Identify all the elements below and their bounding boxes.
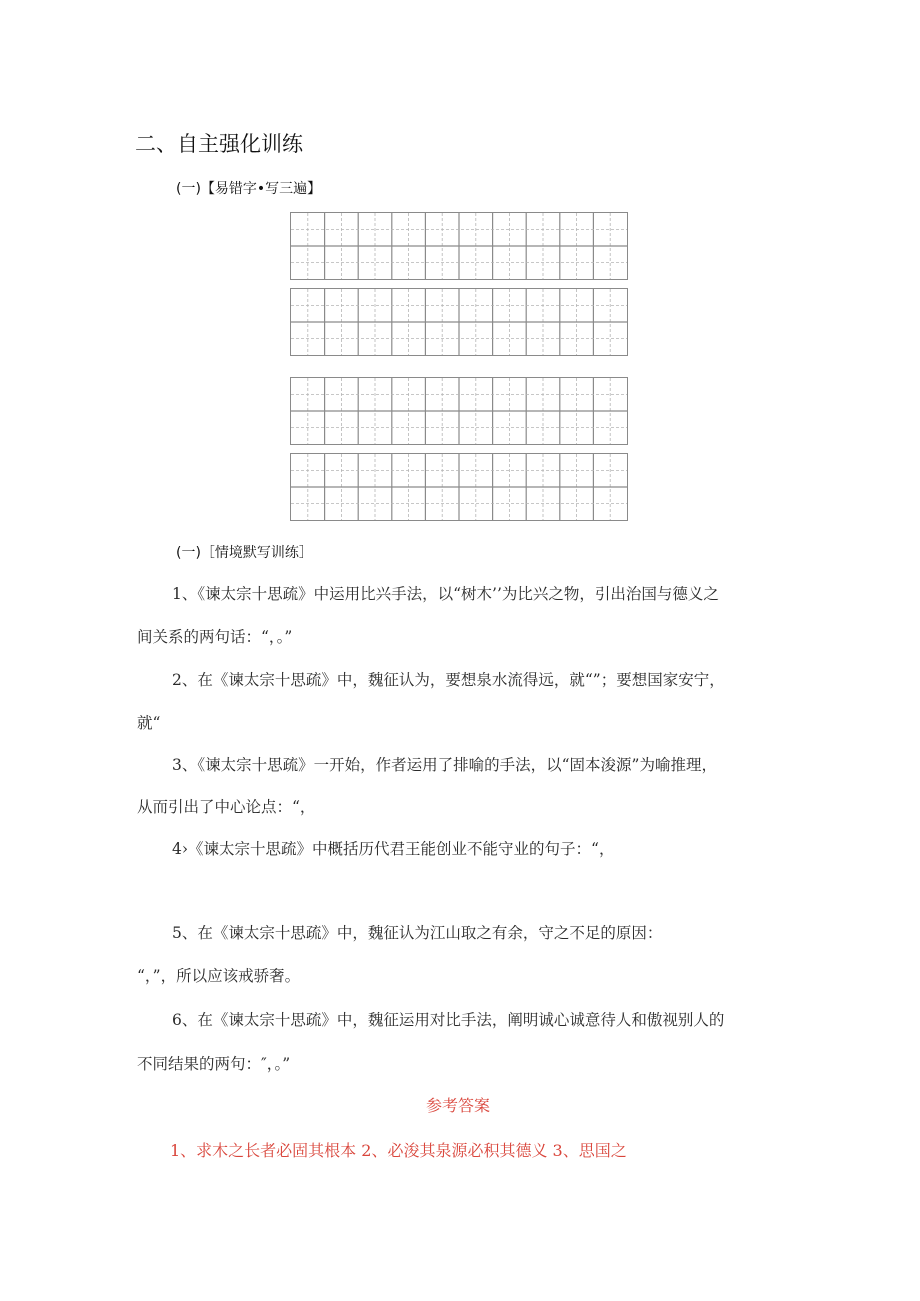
section2-title: (一)［情境默写训练］ <box>176 545 313 561</box>
answers-title: 参考答案 <box>426 1096 491 1115</box>
answers-line: 1、求木之长者必固其根本 2、必浚其泉源必积其德义 3、思国之 <box>170 1141 627 1160</box>
question-3-line-1: 3、《谏太宗十思疏》一开始，作者运用了排喻的手法，以“固本浚源”为喻推理， <box>172 756 717 774</box>
section1-title: (一)【易错字•写三遍】 <box>176 181 322 197</box>
writing-grid-block[interactable] <box>290 212 628 280</box>
question-2-line-2: 就“ <box>137 714 161 732</box>
grid-lines <box>291 454 627 520</box>
writing-grid-block[interactable] <box>290 377 628 445</box>
writing-grid-block[interactable] <box>290 453 628 521</box>
grid-lines <box>291 378 627 444</box>
question-4-line-1: 4›《谏太宗十思疏》中概括历代君王能创业不能守业的句子：“， <box>172 840 615 858</box>
grid-lines <box>291 213 627 279</box>
grid-lines <box>291 289 627 355</box>
question-6-line-1: 6、在《谏太宗十思疏》中，魏征运用对比手法，阐明诚心诚意待人和傲视别人的 <box>172 1011 725 1029</box>
question-1-line-1: 1、《谏太宗十思疏》中运用比兴手法，以“树木’’为比兴之物，引出治国与德义之 <box>172 585 719 603</box>
writing-grid-block[interactable] <box>290 288 628 356</box>
question-1-line-2: 间关系的两句话：“，。” <box>137 628 293 646</box>
section-heading: 二、自主强化训练 <box>135 132 303 156</box>
question-5-line-1: 5、在《谏太宗十思疏》中，魏征认为江山取之有余，守之不足的原因： <box>172 924 663 942</box>
question-6-line-2: 不同结果的两句：″，。” <box>137 1055 291 1073</box>
question-2-line-1: 2、在《谏太宗十思疏》中，魏征认为，要想泉水流得远，就“”；要想国家安宁， <box>172 671 725 689</box>
question-5-line-2: “，”，所以应该戒骄奢。 <box>137 967 301 985</box>
question-3-line-2: 从而引出了中心论点：“， <box>137 798 316 816</box>
